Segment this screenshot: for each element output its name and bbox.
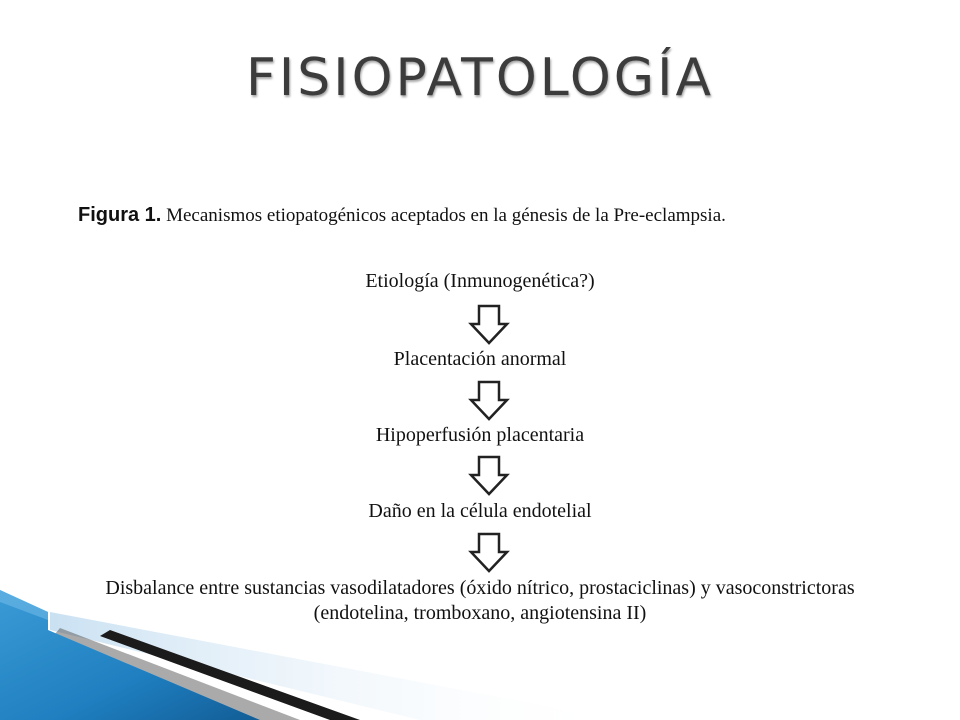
step-disbalance-line2: (endotelina, tromboxano, angiotensina II) (313, 602, 647, 624)
step-dano-endotelial: Daño en la célula endotelial (368, 500, 592, 522)
step-hipoperfusion: Hipoperfusión placentaria (375, 424, 585, 446)
figure-caption (78, 204, 938, 227)
down-arrow-icon (468, 532, 510, 574)
figure-label: Figura 1. (78, 204, 162, 226)
figure-caption-text: Mecanismos etiopatogénicos aceptados en la génesis de la Pre-eclampsia. (166, 205, 726, 226)
slide-title: FISIOPATOLOGÍA (245, 48, 715, 108)
step-disbalance-line1: Disbalance entre sustancias vasodilatadores (óxido nítrico, prostaciclinas) y vasoconstrictoras (105, 577, 855, 599)
down-arrow-icon (468, 455, 510, 497)
down-arrow-icon (468, 380, 510, 422)
step-etiologia: Etiología (Inmunogenética?) (365, 270, 595, 292)
down-arrow-icon (468, 304, 510, 346)
step-placentacion: Placentación anormal (393, 348, 567, 370)
corner-decoration (0, 590, 960, 720)
